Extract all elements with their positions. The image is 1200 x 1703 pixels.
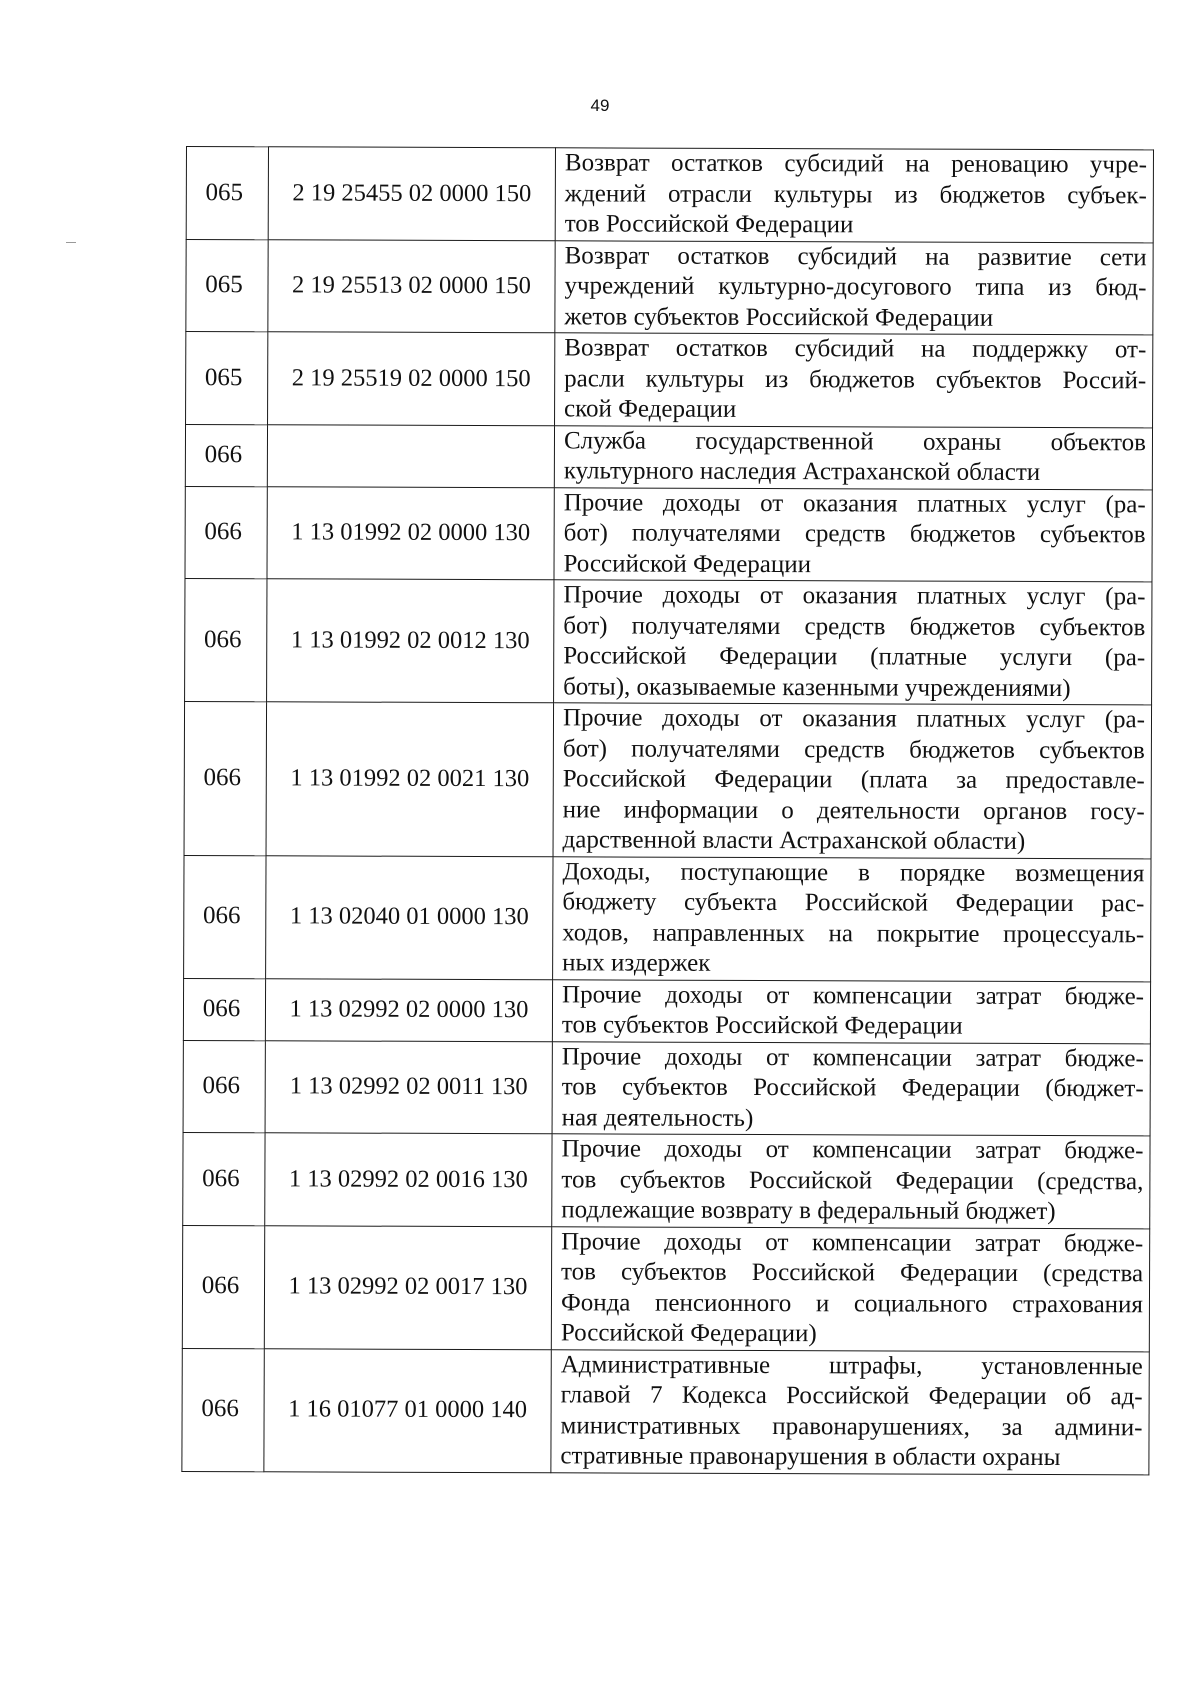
admin-code-cell: 066: [185, 578, 267, 701]
description-line: ской Федерации: [564, 395, 737, 423]
budget-code-cell: 1 13 01992 02 0021 130: [266, 702, 554, 857]
description-line: Прочие доходы от компенсации затрат бюдже-: [561, 1135, 1144, 1165]
description-line: боты), оказываемые казенными учреждениями): [563, 672, 1071, 702]
budget-code-cell: 1 16 01077 01 0000 140: [264, 1348, 551, 1472]
scan-artifact: [66, 242, 76, 243]
description-line: Российской Федерации): [560, 1319, 817, 1348]
description-cell: [551, 1349, 1149, 1474]
description-line: жетов субъектов Российской Федерации: [564, 302, 994, 332]
page-number: 49: [590, 96, 610, 115]
table-row: [183, 1040, 1150, 1136]
table-body: [182, 147, 1154, 1475]
description-line: дарственной власти Астраханской области): [562, 826, 1026, 855]
table-row: [183, 1132, 1150, 1228]
description-line: Доходы, поступающие в порядке возмещения: [562, 857, 1145, 887]
description-line: Прочие доходы от оказания платных услуг (ра-: [563, 488, 1146, 518]
description-cell: [554, 487, 1152, 582]
admin-code-cell: 066: [183, 1040, 265, 1133]
description-cell: [555, 240, 1153, 335]
description-line: ходов, направленных на покрытие процессуаль-: [562, 918, 1145, 948]
budget-code-cell: 1 13 02992 02 0017 130: [264, 1225, 551, 1349]
description-line: тов субъектов Российской Федерации (средства,: [561, 1165, 1144, 1195]
table-row: [182, 1225, 1149, 1351]
description-line: главой 7 Кодекса Российской Федерации об ад-: [560, 1381, 1143, 1411]
budget-code-cell: 2 19 25513 02 0000 150: [268, 239, 555, 333]
table-row: [185, 578, 1152, 704]
description-line: Прочие доходы от оказания платных услуг (ра-: [563, 581, 1146, 611]
admin-code-cell: 066: [183, 978, 265, 1040]
description-cell: [552, 1134, 1150, 1229]
description-cell: [555, 148, 1153, 243]
description-cell: [554, 425, 1152, 489]
admin-code-cell: 065: [186, 239, 268, 332]
description-line: учреждений культурно-досугового типа из бюд-: [564, 272, 1147, 302]
description-line: культурного наследия Астраханской области: [563, 457, 1041, 486]
description-line: министративных правонарушениях, за админи-: [560, 1411, 1143, 1441]
admin-code-cell: 065: [186, 147, 268, 240]
table-row: [186, 239, 1153, 335]
budget-code-cell: 2 19 25455 02 0000 150: [268, 147, 555, 241]
budget-code-cell: 1 13 02040 01 0000 130: [266, 855, 553, 979]
description-line: Возврат остатков субсидий на поддержку от-: [564, 334, 1147, 364]
description-line: Возврат остатков субсидий на развитие сети: [564, 241, 1147, 271]
revenue-codes-table: [181, 146, 1154, 1475]
description-line: Прочие доходы от компенсации затрат бюдже-: [561, 1227, 1144, 1257]
description-line: Прочие доходы от компенсации затрат бюдже-: [561, 980, 1145, 1010]
description-line: тов субъектов Российской Федерации (бюджет-: [561, 1073, 1144, 1103]
description-line: бот) получателями средств бюджетов субъектов: [563, 519, 1146, 549]
description-line: бюджету субъекта Российской Федерации рас-: [562, 888, 1145, 918]
description-cell: [551, 1226, 1149, 1351]
table-row: [184, 701, 1152, 858]
admin-code-cell: 066: [183, 1132, 265, 1225]
description-line: Прочие доходы от компенсации затрат бюдже-: [561, 1042, 1144, 1072]
table-row: [184, 855, 1151, 981]
description-line: тов Российской Федерации: [564, 210, 854, 239]
table-row: [185, 486, 1152, 582]
description-cell: [553, 856, 1151, 981]
description-line: ждений отрасли культуры из бюджетов субъек-: [564, 179, 1147, 209]
description-line: Прочие доходы от оказания платных услуг (ра-: [562, 704, 1146, 734]
description-line: Российской Федерации: [563, 549, 812, 578]
admin-code-cell: 065: [186, 332, 268, 425]
description-line: ных издержек: [562, 949, 711, 977]
budget-code-cell: 1 13 02992 02 0016 130: [265, 1133, 552, 1227]
budget-code-cell: 1 13 02992 02 0011 130: [265, 1040, 552, 1134]
description-cell: [552, 1041, 1150, 1136]
admin-code-cell: 066: [185, 486, 267, 579]
budget-code-cell: 1 13 01992 02 0012 130: [267, 579, 554, 703]
admin-code-cell: 066: [182, 1225, 264, 1348]
admin-code-cell: 066: [185, 424, 267, 486]
description-line: ная деятельность): [561, 1103, 754, 1132]
description-line: подлежащие возврату в федеральный бюджет): [561, 1196, 1056, 1226]
description-cell: [554, 580, 1152, 705]
description-line: Российской Федерации (платные услуги (ра-: [563, 642, 1146, 672]
budget-code-cell: [267, 424, 554, 487]
description-line: расли культуры из бюджетов субъектов Россий-: [564, 364, 1147, 394]
description-line: Фонда пенсионного и социального страхования: [560, 1288, 1144, 1318]
description-line: бот) получателями средств бюджетов субъектов: [563, 611, 1146, 641]
description-line: тов субъектов Российской Федерации (средства: [561, 1258, 1144, 1288]
description-line: бот) получателями средств бюджетов субъектов: [562, 734, 1145, 764]
budget-code-cell: 1 13 01992 02 0000 130: [267, 486, 554, 580]
table-row: [186, 147, 1153, 243]
admin-code-cell: 066: [182, 1348, 264, 1471]
table-row: [183, 978, 1150, 1043]
budget-code-cell: 1 13 02992 02 0000 130: [265, 978, 552, 1041]
description-line: ние информации о деятельности органов госу-: [562, 795, 1145, 825]
table-row: [185, 424, 1152, 489]
admin-code-cell: 066: [184, 855, 266, 978]
table-row: [186, 332, 1153, 428]
description-line: Административные штрафы, установленные: [560, 1350, 1143, 1380]
description-cell: [553, 703, 1152, 859]
budget-code-cell: 2 19 25519 02 0000 150: [268, 332, 555, 426]
table-row: [182, 1348, 1149, 1474]
description-line: тов субъектов Российской Федерации: [561, 1011, 963, 1040]
admin-code-cell: 066: [184, 701, 267, 855]
description-line: стративные правонарушения в области охраны: [560, 1442, 1061, 1472]
description-cell: [555, 333, 1153, 428]
description-line: Возврат остатков субсидий на реновацию учре-: [564, 149, 1147, 179]
description-line: Российской Федерации (плата за предоставле-: [562, 765, 1145, 795]
description-line: Служба государственной охраны объектов: [563, 426, 1147, 456]
description-cell: [552, 979, 1150, 1043]
